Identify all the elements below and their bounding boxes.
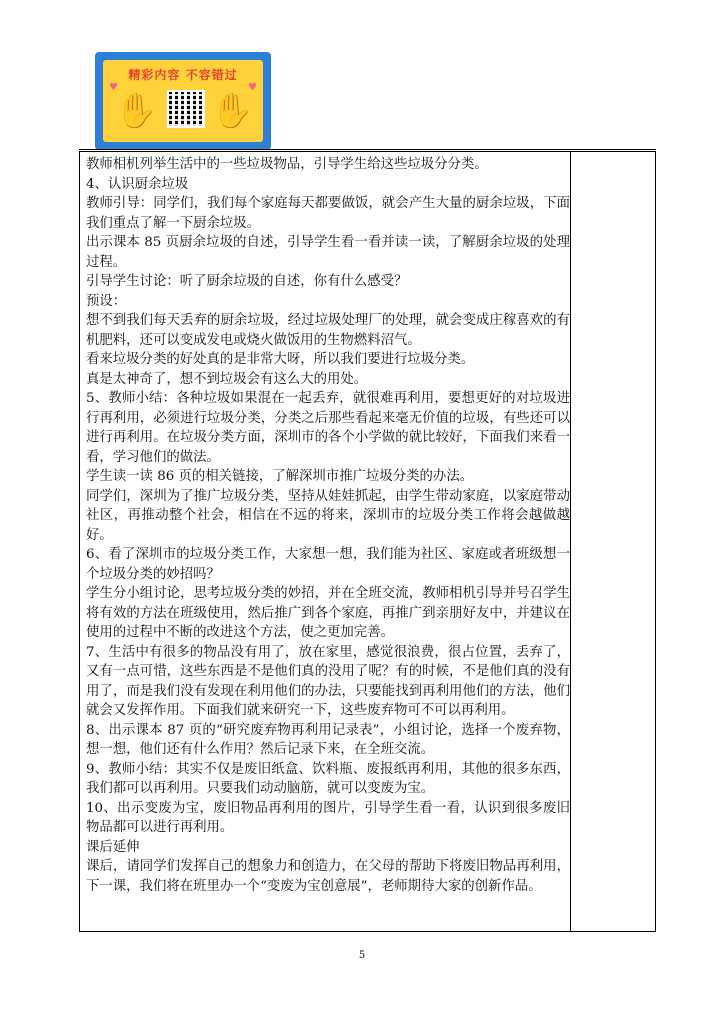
- promo-banner[interactable]: [95, 52, 271, 150]
- paragraph: 教师引导：同学们，我们每个家庭每天都要做饭，就会产生大量的厨余垃圾，下面我们重点了解一下厨余垃圾。: [86, 196, 570, 231]
- lesson-content: [86, 155, 570, 896]
- paragraph: 9、教师小结：其实不仅是废旧纸盒、饮料瓶、废报纸再利用，其他的很多东西，我们都可以再利用。只要我们动动脑筋，就可以变废为宝。: [86, 761, 570, 796]
- heart-icon: ♥: [248, 82, 257, 93]
- column-divider: [570, 152, 571, 931]
- paragraph: 7、生活中有很多的物品没有用了，放在家里，感觉很浪费，很占位置，丢弃了，又有一点可惜，这些东西是不是他们真的没用了呢？有的时候，不是他们真的没有用了，而是我们没有发现在利用他们的办法，只要能找到再利用他们的方法，他们就会又发挥作用。下面我们就来研究一下，这些废弃物可不可以再利用。: [86, 644, 570, 718]
- page-number: 5: [358, 950, 366, 961]
- paragraph: 学生分小组讨论，思考垃圾分类的妙招，并在全班交流，教师相机引导并号召学生将有效的方法在班级使用，然后推广到各个家庭，再推广到亲朋好友中，并建议在使用的过程中不断的改进这个方法，使之更加完善。: [86, 586, 570, 640]
- paragraph: 教师相机列举生活中的一些垃圾物品，引导学生给这些垃圾分分类。: [86, 157, 488, 172]
- paragraph: 10、出示变废为宝，废旧物品再利用的图片，引导学生看一看，认识到很多废旧物品都可以进行再利用。: [86, 800, 570, 835]
- paragraph: 同学们，深圳为了推广垃圾分类，坚持从娃娃抓起，由学生带动家庭，以家庭带动社区，再推动整个社会，相信在不远的将来，深圳市的垃圾分类工作将会越做越好。: [86, 488, 570, 543]
- heart-icon: ♥: [109, 82, 118, 93]
- paragraph: 预设：: [86, 293, 127, 309]
- qr-code-icon[interactable]: [167, 90, 205, 128]
- paragraph: 出示课本 85 页厨余垃圾的自述，引导学生看一看并读一读，了解厨余垃圾的处理过程。: [86, 235, 570, 270]
- paragraph: 6、看了深圳市的垃圾分类工作，大家想一想，我们能为社区、家庭或者班级想一个垃圾分类的妙招吗？: [86, 547, 570, 582]
- clapping-hands-icon: ✋: [115, 91, 158, 131]
- lesson-plan-table: [79, 151, 656, 932]
- section-heading: 4、认识厨余垃圾: [86, 176, 189, 192]
- paragraph: 学生读一读 86 页的相关链接，了解深圳市推广垃圾分类的办法。: [86, 469, 474, 484]
- promo-banner-background: [103, 60, 263, 142]
- promo-banner-title: 精彩内容 不容错过: [128, 68, 238, 82]
- paragraph: 真是太神奇了，想不到垃圾会有这么大的用处。: [86, 371, 368, 387]
- paragraph: 5、教师小结：各种垃圾如果混在一起丢弃，就很难再利用，要想更好的对垃圾进行再利用，必须进行垃圾分类，分类之后那些看起来毫无价值的垃圾，有些还可以进行再利用。在垃圾分类方面，深圳市的各个小学做的就比较好，下面我们来看一看，学习他们的做法。: [86, 391, 570, 465]
- paragraph: 引导学生讨论：听了厨余垃圾的自述，你有什么感受？: [86, 274, 408, 289]
- section-heading: 课后延伸: [86, 839, 140, 855]
- clapping-hands-icon: ✋: [211, 91, 254, 131]
- paragraph: 8、出示课本 87 页的“研究废弃物再利用记录表”，小组讨论，选择一个废弃物，想一想，他们还有什么作用？然后记录下来，在全班交流。: [86, 722, 570, 757]
- paragraph: 想不到我们每天丢弃的厨余垃圾，经过垃圾处理厂的处理，就会变成庄稼喜欢的有机肥料，还可以变成发电或烧火做饭用的生物燃料沼气。: [86, 313, 570, 348]
- paragraph: 课后，请同学们发挥自己的想象力和创造力，在父母的帮助下将废旧物品再利用，下一课，我们将在班里办一个“变废为宝创意展”，老师期待大家的创新作品。: [86, 859, 570, 894]
- paragraph: 看来垃圾分类的好处真的是非常大呀，所以我们要进行垃圾分类。: [86, 352, 475, 367]
